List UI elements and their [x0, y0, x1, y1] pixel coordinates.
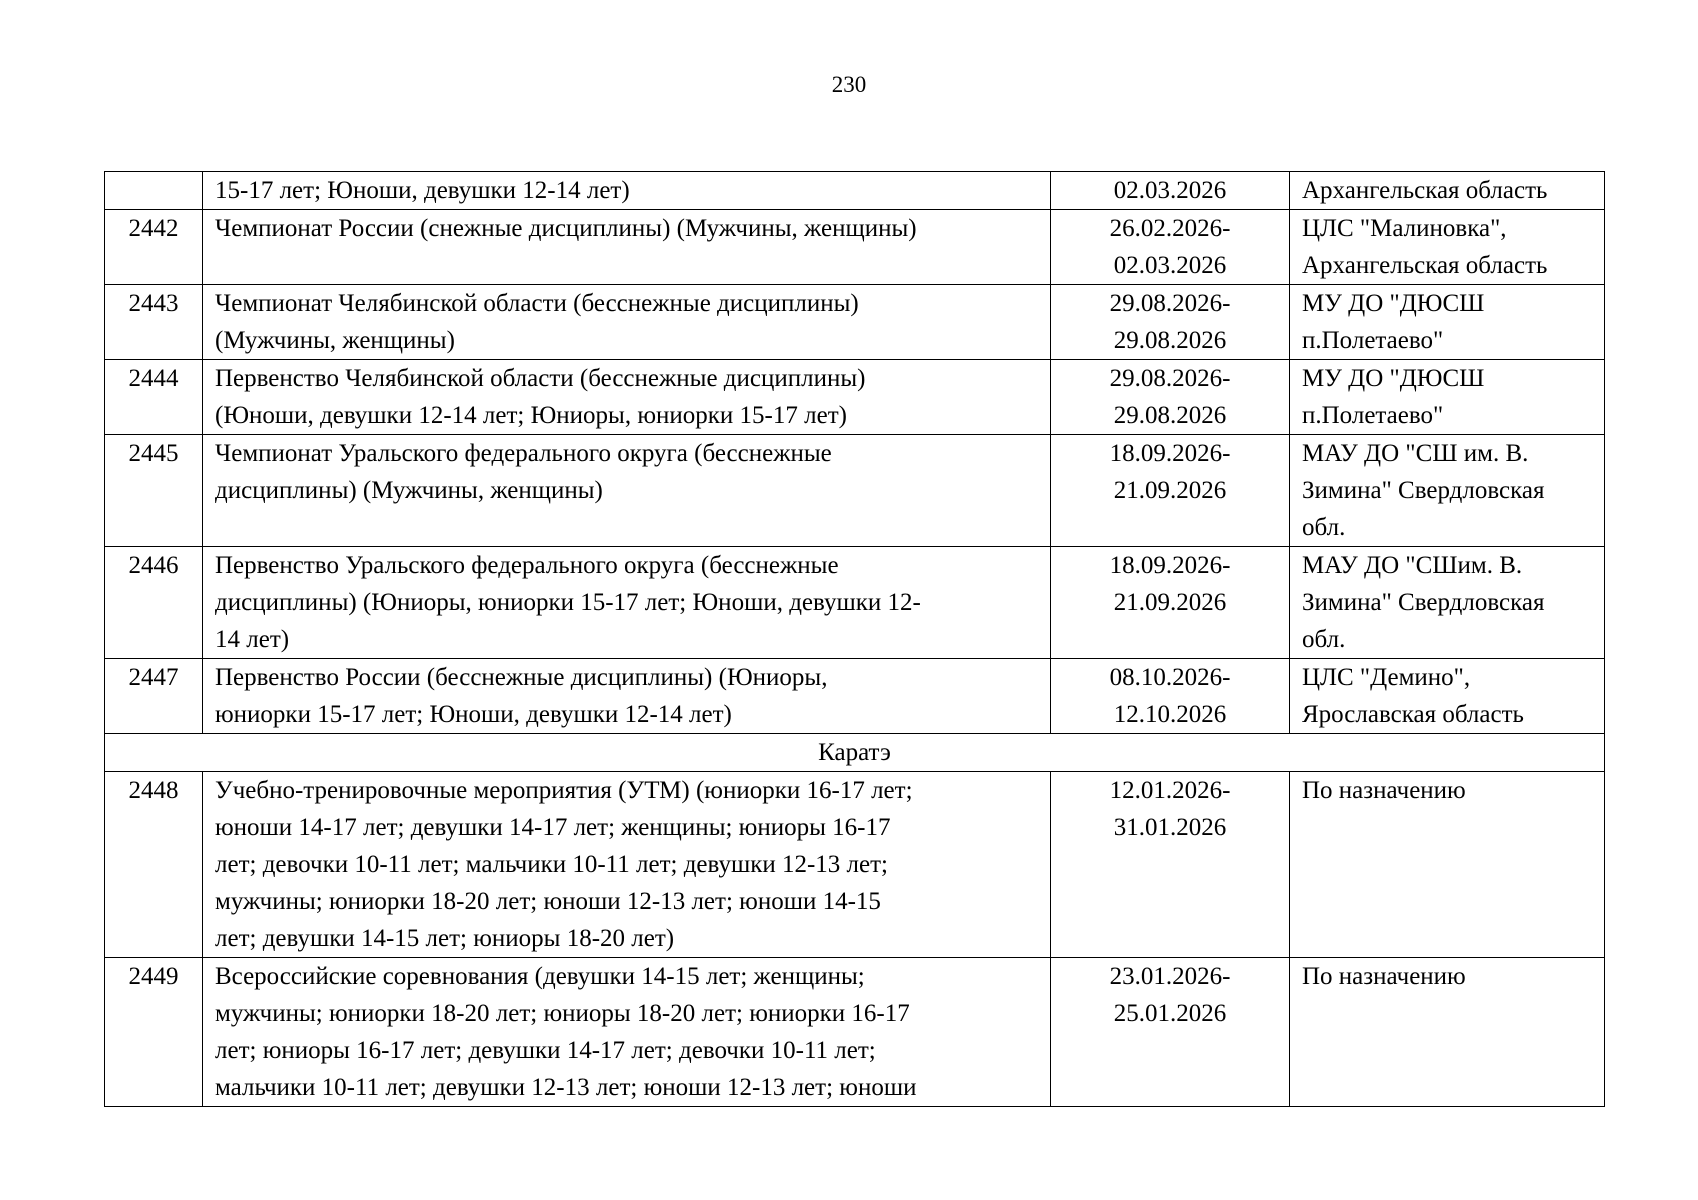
event-number-cell: 2442 [105, 210, 203, 285]
table-row [105, 659, 1605, 734]
table-row [105, 958, 1605, 1107]
event-place-cell [1290, 360, 1605, 435]
event-date-cell-line: 29.08.2026 [1113, 327, 1227, 354]
event-name-cell-line: Чемпионат России (снежные дисциплины) (Мужчины, женщины) [215, 215, 917, 242]
event-date-cell-line: 29.08.2026- [1109, 365, 1231, 392]
event-name-cell-line: Всероссийские соревнования (девушки 14-15 лет; женщины; [215, 963, 865, 990]
event-name-cell-line: Чемпионат Уральского федерального округа (бесснежные [215, 440, 832, 467]
event-place-cell-line: Ярославская область [1302, 701, 1524, 728]
event-place-cell [1290, 210, 1605, 285]
event-date-cell [1051, 360, 1290, 435]
event-date-cell-line: 02.03.2026 [1113, 177, 1227, 204]
event-name-cell-line: 14 лет) [215, 626, 290, 653]
event-name-cell-line: мальчики 10-11 лет; девушки 12-13 лет; юноши 12-13 лет; юноши [215, 1074, 917, 1101]
event-place-cell [1290, 435, 1605, 547]
event-name-cell [203, 547, 1051, 659]
section-title: Каратэ [105, 734, 1605, 772]
event-name-cell-line: лет; юниоры 16-17 лет; девушки 14-17 лет; девочки 10-11 лет; [215, 1037, 876, 1064]
event-name-cell-line: юниорки 15-17 лет; Юноши, девушки 12-14 лет) [215, 701, 732, 728]
table-row [105, 210, 1605, 285]
events-table-body [105, 172, 1605, 1107]
event-number-cell: 2445 [105, 435, 203, 547]
event-name-cell-line: Чемпионат Челябинской области (бесснежные дисциплины) [215, 290, 859, 317]
event-name-cell [203, 210, 1051, 285]
event-name-cell-line: (Юноши, девушки 12-14 лет; Юниоры, юниорки 15-17 лет) [215, 402, 847, 429]
event-date-cell-line: 26.02.2026- [1109, 215, 1231, 242]
table-row [105, 172, 1605, 210]
event-date-cell-line: 08.10.2026- [1109, 664, 1231, 691]
event-date-cell [1051, 958, 1290, 1107]
event-place-cell-line: ЦЛС "Малиновка", [1302, 215, 1507, 242]
event-place-cell-line: Зимина" Свердловская [1302, 589, 1545, 616]
event-name-cell [203, 285, 1051, 360]
event-name-cell-line: 15-17 лет; Юноши, девушки 12-14 лет) [215, 177, 630, 204]
event-name-cell [203, 172, 1051, 210]
event-date-cell [1051, 772, 1290, 958]
event-place-cell-line: МАУ ДО "СШим. В. [1302, 552, 1523, 579]
event-place-cell-line: МУ ДО "ДЮСШ [1302, 290, 1485, 317]
event-date-cell-line: 21.09.2026 [1113, 589, 1227, 616]
event-place-cell-line: По назначению [1302, 963, 1466, 990]
event-date-cell [1051, 285, 1290, 360]
events-table [104, 171, 1605, 1107]
event-date-cell [1051, 547, 1290, 659]
event-number-cell: 2444 [105, 360, 203, 435]
event-name-cell-line: (Мужчины, женщины) [215, 327, 455, 354]
event-number-cell: 2449 [105, 958, 203, 1107]
event-name-cell-line: дисциплины) (Мужчины, женщины) [215, 477, 603, 504]
event-number-cell: 2443 [105, 285, 203, 360]
event-place-cell-line: Зимина" Свердловская [1302, 477, 1545, 504]
event-name-cell-line: юноши 14-17 лет; девушки 14-17 лет; женщины; юниоры 16-17 [215, 814, 891, 841]
event-name-cell [203, 360, 1051, 435]
event-date-cell-line: 21.09.2026 [1113, 477, 1227, 504]
event-name-cell [203, 772, 1051, 958]
event-date-cell-line: 12.10.2026 [1113, 701, 1227, 728]
event-name-cell-line: дисциплины) (Юниоры, юниорки 15-17 лет; Юноши, девушки 12- [215, 589, 921, 616]
table-row [105, 772, 1605, 958]
page-number: 230 [831, 72, 867, 97]
event-place-cell-line: обл. [1302, 626, 1346, 653]
table-row [105, 285, 1605, 360]
event-date-cell-line: 12.01.2026- [1109, 777, 1231, 804]
event-place-cell [1290, 772, 1605, 958]
event-place-cell-line: Архангельская область [1302, 252, 1548, 279]
event-name-cell-line: Первенство Уральского федерального округа (бесснежные [215, 552, 839, 579]
event-name-cell-line: лет; девочки 10-11 лет; мальчики 10-11 лет; девушки 12-13 лет; [215, 851, 888, 878]
event-place-cell-line: По назначению [1302, 777, 1466, 804]
event-place-cell [1290, 659, 1605, 734]
event-place-cell-line: МУ ДО "ДЮСШ [1302, 365, 1485, 392]
event-place-cell [1290, 958, 1605, 1107]
event-place-cell-line: Архангельская область [1302, 177, 1548, 204]
event-name-cell-line: лет; девушки 14-15 лет; юниоры 18-20 лет) [215, 925, 675, 952]
event-number-cell [105, 172, 203, 210]
event-place-cell-line: обл. [1302, 514, 1346, 541]
event-date-cell-line: 02.03.2026 [1113, 252, 1227, 279]
event-date-cell-line: 31.01.2026 [1113, 814, 1227, 841]
event-place-cell-line: п.Полетаево" [1302, 402, 1444, 429]
event-name-cell-line: Первенство России (бесснежные дисциплины) (Юниоры, [215, 664, 828, 691]
table-row [105, 547, 1605, 659]
table-row [105, 360, 1605, 435]
event-name-cell [203, 435, 1051, 547]
event-date-cell [1051, 172, 1290, 210]
event-name-cell-line: Первенство Челябинской области (бесснежные дисциплины) [215, 365, 866, 392]
event-date-cell-line: 25.01.2026 [1113, 1000, 1227, 1027]
event-name-cell [203, 659, 1051, 734]
event-place-cell [1290, 285, 1605, 360]
event-place-cell-line: п.Полетаево" [1302, 327, 1444, 354]
event-date-cell-line: 18.09.2026- [1109, 552, 1231, 579]
event-place-cell-line: ЦЛС "Демино", [1302, 664, 1471, 691]
event-place-cell [1290, 172, 1605, 210]
event-name-cell-line: мужчины; юниорки 18-20 лет; юноши 12-13 лет; юноши 14-15 [215, 888, 881, 915]
event-date-cell-line: 29.08.2026- [1109, 290, 1231, 317]
event-date-cell [1051, 210, 1290, 285]
event-date-cell [1051, 659, 1290, 734]
event-place-cell [1290, 547, 1605, 659]
event-date-cell [1051, 435, 1290, 547]
event-date-cell-line: 29.08.2026 [1113, 402, 1227, 429]
event-date-cell-line: 18.09.2026- [1109, 440, 1231, 467]
event-number-cell: 2446 [105, 547, 203, 659]
event-name-cell-line: Учебно-тренировочные мероприятия (УТМ) (юниорки 16-17 лет; [215, 777, 913, 804]
event-number-cell: 2447 [105, 659, 203, 734]
event-name-cell-line: мужчины; юниорки 18-20 лет; юниоры 18-20 лет; юниорки 16-17 [215, 1000, 910, 1027]
event-place-cell-line: МАУ ДО "СШ им. В. [1302, 440, 1529, 467]
event-number-cell: 2448 [105, 772, 203, 958]
section-row [105, 734, 1605, 772]
event-date-cell-line: 23.01.2026- [1109, 963, 1231, 990]
table-row [105, 435, 1605, 547]
event-name-cell [203, 958, 1051, 1107]
